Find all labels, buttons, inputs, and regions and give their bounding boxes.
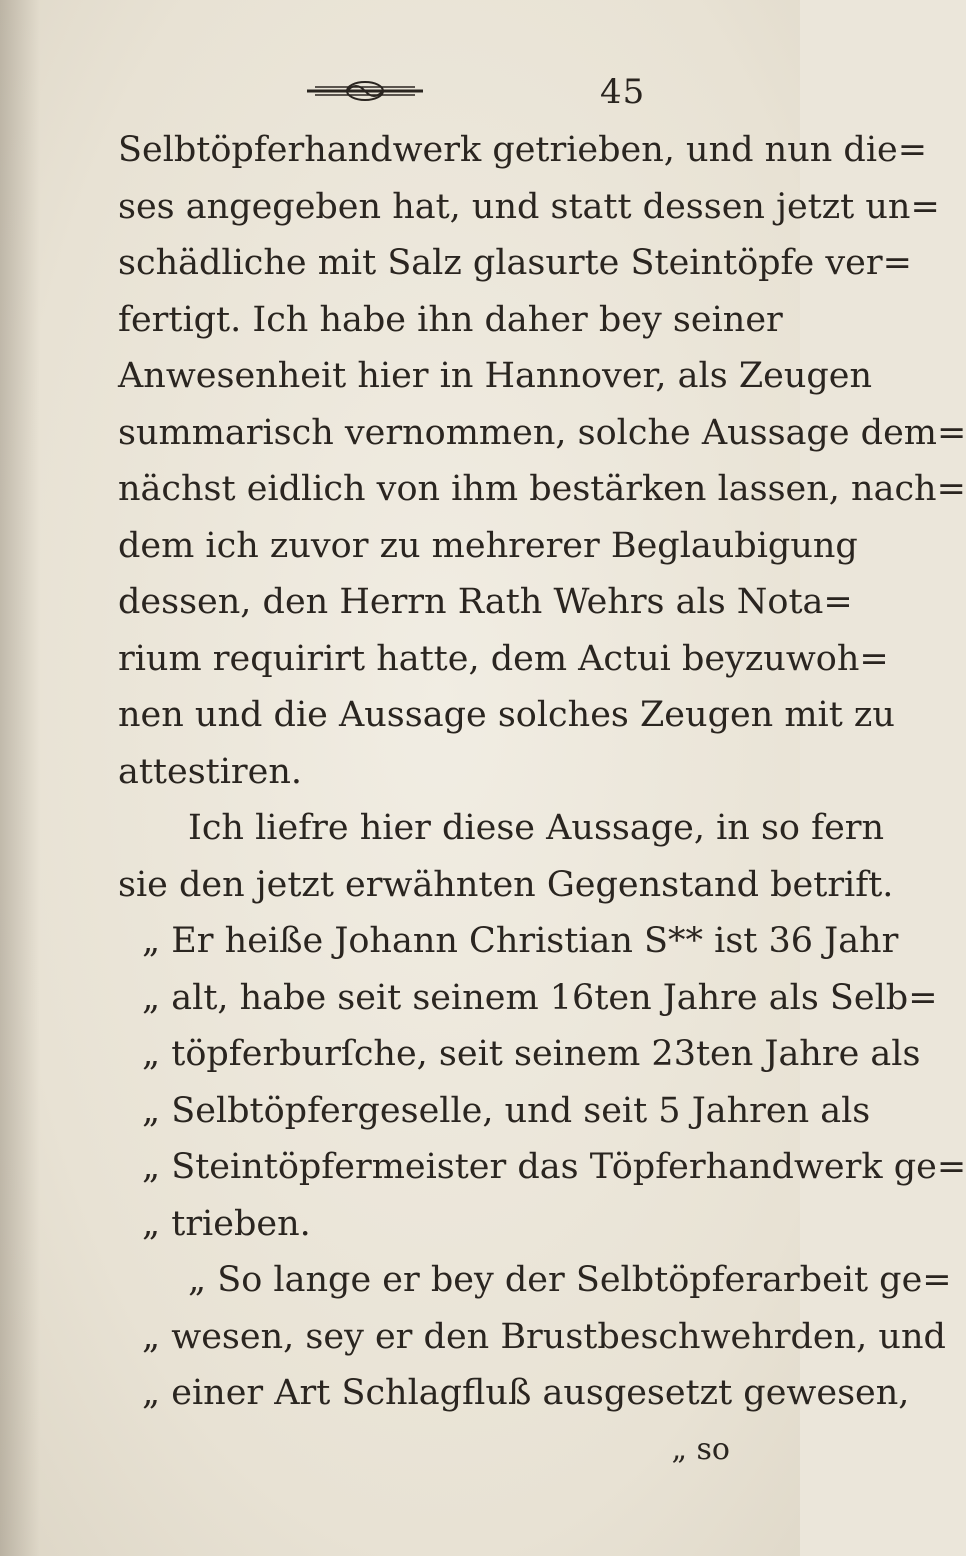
text-line: rium requirirt hatte, dem Actui beyzuwoh= bbox=[118, 638, 889, 679]
quoted-paragraph-start-line: „ So lange er bey der Selbtöpferarbeit ge= bbox=[188, 1260, 952, 1300]
gutter-shadow bbox=[0, 0, 40, 1556]
text-line: dessen, den Herrn Rath Wehrs als Nota= bbox=[118, 582, 853, 622]
text-line: dem ich zuvor zu mehrerer Beglaubigung bbox=[118, 525, 858, 566]
text-line: nen und die Aussage solches Zeugen mit zu bbox=[118, 695, 895, 735]
text-line: Selbtöpferhandwerk getrieben, und nun die= bbox=[118, 130, 928, 170]
text-line: nächst eidlich von ihm bestärken lassen, nach= bbox=[118, 469, 966, 509]
ornamental-rule-icon bbox=[305, 78, 425, 104]
quoted-line: „ töpferburſche, seit seinem 23ten Jahre als bbox=[142, 1034, 921, 1074]
quoted-line: „ Er heiße Johann Christian S** ist 36 Jahr bbox=[142, 921, 899, 961]
quoted-line: „ einer Art Schlagfluß ausgesetzt gewesen, bbox=[142, 1373, 910, 1413]
quoted-line: „ trieben. bbox=[142, 1203, 311, 1244]
quoted-line: „ Steintöpfermeister das Töpferhandwerk ge= bbox=[142, 1147, 966, 1187]
page-number: 45 bbox=[600, 72, 646, 112]
quoted-line: „ alt, habe seit seinem 16ten Jahre als Selb= bbox=[142, 977, 938, 1018]
text-line: summarisch vernommen, solche Aussage dem= bbox=[118, 412, 966, 453]
text-line: ses angegeben hat, und statt dessen jetzt un= bbox=[118, 186, 940, 227]
text-line: Anwesenheit hier in Hannover, als Zeugen bbox=[118, 356, 873, 396]
quoted-line: „ Selbtöpfergeselle, und seit 5 Jahren als bbox=[142, 1090, 871, 1131]
text-line: sie den jetzt erwähnten Gegenstand betrift. bbox=[118, 864, 894, 905]
quoted-line: „ wesen, sey er den Brustbeschwehrden, und bbox=[142, 1316, 946, 1357]
paragraph-start-line: Ich liefre hier diese Aussage, in so fern bbox=[188, 808, 885, 848]
text-line: fertigt. Ich habe ihn daher bey seiner bbox=[118, 299, 783, 340]
text-line: schädliche mit Salz glasurte Steintöpfe ver= bbox=[118, 243, 912, 283]
text-line: attestiren. bbox=[118, 751, 303, 792]
body-text bbox=[118, 122, 966, 1478]
catchword: „ so bbox=[671, 1431, 730, 1467]
